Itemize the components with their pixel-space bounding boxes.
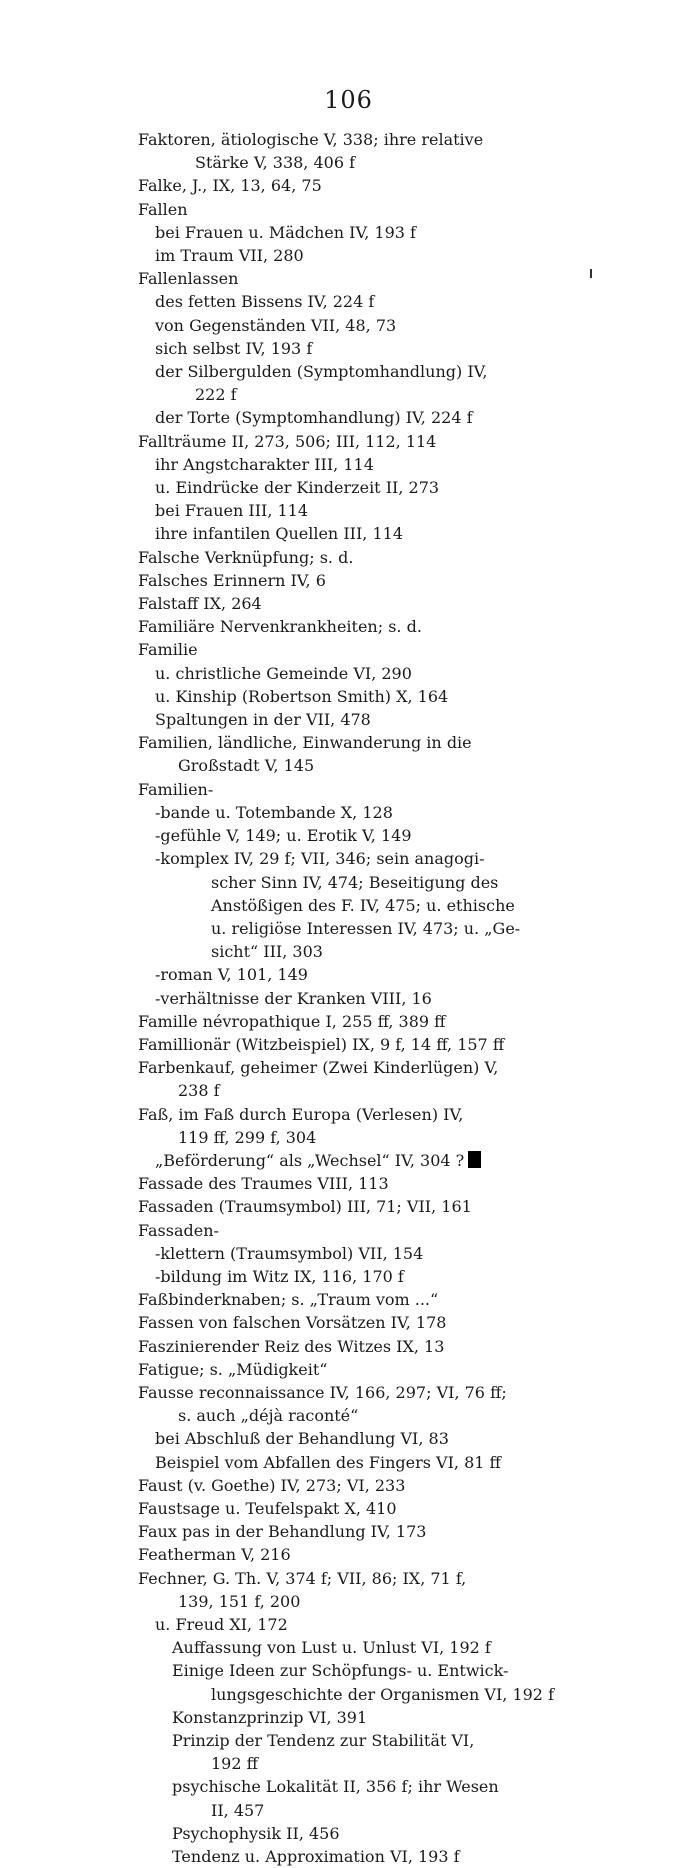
index-entry-line <box>0 1219 697 1242</box>
index-entry-text: 238 f <box>178 1081 220 1101</box>
index-entry-line <box>0 1079 697 1102</box>
index-entry-text: 139, 151 f, 200 <box>178 1591 301 1611</box>
index-entry-text: Anstößigen des F. IV, 475; u. ethische <box>211 895 515 915</box>
index-entry-text: u. Eindrücke der Kinderzeit II, 273 <box>155 478 440 498</box>
index-entry-text: der Silbergulden (Symptomhandlung) IV, <box>155 362 488 382</box>
index-entry-text: II, 457 <box>211 1800 265 1820</box>
index-entry-line <box>0 1427 697 1450</box>
index-entry-line <box>0 708 697 731</box>
index-entry-line <box>0 638 697 661</box>
index-entry-line <box>0 1683 697 1706</box>
index-entry-text: sicht“ III, 303 <box>211 942 323 962</box>
index-entry-text: u. Kinship (Robertson Smith) X, 164 <box>155 686 449 706</box>
index-entry-text: Fassen von falschen Vorsätzen IV, 178 <box>138 1313 447 1333</box>
index-entry-text: s. auch „déjà raconté“ <box>178 1406 359 1426</box>
index-entry-text: Fechner, G. Th. V, 374 f; VII, 86; IX, 71 f, <box>138 1568 467 1588</box>
index-entry-line <box>0 824 697 847</box>
index-entry-line <box>0 778 697 801</box>
index-entry-line <box>0 151 697 174</box>
index-entry-list <box>0 128 697 1868</box>
index-entry-text: Faustsage u. Teufelspakt X, 410 <box>138 1498 397 1518</box>
index-entry-text: Familie <box>138 640 198 660</box>
index-entry-text: 192 ff <box>211 1754 258 1774</box>
index-entry-text: Famillionär (Witzbeispiel) IX, 9 f, 14 ff, 157 ff <box>138 1034 505 1054</box>
index-entry-text: u. christliche Gemeinde VI, 290 <box>155 663 412 683</box>
index-entry-text: Faßbinderknaben; s. „Traum vom ...“ <box>138 1290 439 1310</box>
index-entry-line <box>0 499 697 522</box>
index-entry-text: bei Abschluß der Behandlung VI, 83 <box>155 1429 449 1449</box>
index-entry-text: Fassaden (Traumsymbol) III, 71; VII, 161 <box>138 1197 472 1217</box>
index-entry-text: -verhältnisse der Kranken VIII, 16 <box>155 988 432 1008</box>
index-entry-text: ihr Angstcharakter III, 114 <box>155 454 374 474</box>
index-entry-text: Beispiel vom Abfallen des Fingers VI, 81 ff <box>155 1452 501 1472</box>
black-square-marker <box>468 1151 481 1168</box>
index-entry-line <box>0 917 697 940</box>
index-entry-line <box>0 406 697 429</box>
index-entry-line <box>0 522 697 545</box>
index-entry-text: Faktoren, ätiologische V, 338; ihre relative <box>138 130 484 149</box>
index-entry-line <box>0 244 697 267</box>
index-entry-line <box>0 360 697 383</box>
index-entry-text: Faszinierender Reiz des Witzes IX, 13 <box>138 1336 445 1356</box>
index-entry-text: der Torte (Symptomhandlung) IV, 224 f <box>155 408 473 428</box>
index-entry-line <box>0 963 697 986</box>
index-entry-line <box>0 546 697 569</box>
index-entry-line <box>0 592 697 615</box>
index-entry-line <box>0 847 697 870</box>
index-entry-text: des fetten Bissens IV, 224 f <box>155 292 375 312</box>
index-entry-line <box>0 1242 697 1265</box>
index-entry-line <box>0 754 697 777</box>
index-entry-line <box>0 615 697 638</box>
index-entry-line <box>0 198 697 221</box>
index-entry-line <box>0 662 697 685</box>
index-entry-text: Faust (v. Goethe) IV, 273; VI, 233 <box>138 1475 406 1495</box>
index-entry-text: -bande u. Totembande X, 128 <box>155 802 393 822</box>
index-entry-text: -klettern (Traumsymbol) VII, 154 <box>155 1243 424 1263</box>
index-entry-text: -bildung im Witz IX, 116, 170 f <box>155 1266 404 1286</box>
index-entry-text: Farbenkauf, geheimer (Zwei Kinderlügen) V, <box>138 1058 499 1078</box>
index-entry-line <box>0 1636 697 1659</box>
index-entry-line <box>0 987 697 1010</box>
index-entry-text: lungsgeschichte der Organismen VI, 192 f <box>211 1684 554 1704</box>
index-entry-line <box>0 1613 697 1636</box>
index-entry-line <box>0 801 697 824</box>
index-entry-text: psychische Lokalität II, 356 f; ihr Wesen <box>172 1777 499 1797</box>
index-entry-line <box>0 1775 697 1798</box>
index-entry-text: -komplex IV, 29 f; VII, 346; sein anagogi- <box>155 849 485 869</box>
index-entry-line <box>0 1497 697 1520</box>
index-entry-text: Einige Ideen zur Schöpfungs- u. Entwick- <box>172 1661 509 1681</box>
index-entry-line <box>0 1126 697 1149</box>
index-entry-text: bei Frauen u. Mädchen IV, 193 f <box>155 222 416 242</box>
page-number: 106 <box>324 86 373 114</box>
index-entry-line <box>0 940 697 963</box>
index-entry-text: Faux pas in der Behandlung IV, 173 <box>138 1522 427 1542</box>
index-entry-line <box>0 1752 697 1775</box>
index-entry-line <box>0 383 697 406</box>
index-entry-text: von Gegenständen VII, 48, 73 <box>155 315 397 335</box>
index-entry-text: Tendenz u. Approximation VI, 193 f <box>172 1847 460 1867</box>
index-entry-text: Famille névropathique I, 255 ff, 389 ff <box>138 1011 446 1031</box>
index-entry-line <box>0 1799 697 1822</box>
index-entry-line <box>0 1265 697 1288</box>
index-entry-line <box>0 1404 697 1427</box>
index-entry-text: Falsches Erinnern IV, 6 <box>138 570 326 590</box>
index-entry-line <box>0 1822 697 1845</box>
index-entry-line <box>0 1335 697 1358</box>
index-entry-text: Fatigue; s. „Müdigkeit“ <box>138 1359 328 1379</box>
index-entry-text: -roman V, 101, 149 <box>155 965 308 985</box>
index-entry-text: Fallträume II, 273, 506; III, 112, 114 <box>138 431 437 451</box>
index-entry-line <box>0 1520 697 1543</box>
index-entry-line <box>0 1195 697 1218</box>
index-entry-text: Fallen <box>138 199 188 219</box>
index-entry-text: Falke, J., IX, 13, 64, 75 <box>138 176 322 196</box>
index-entry-text: ihre infantilen Quellen III, 114 <box>155 524 403 544</box>
index-entry-text: Familiäre Nervenkrankheiten; s. d. <box>138 617 422 637</box>
index-entry-text: -gefühle V, 149; u. Erotik V, 149 <box>155 826 412 846</box>
index-entry-line <box>0 1567 697 1590</box>
index-entry-text: Stärke V, 338, 406 f <box>195 153 356 173</box>
index-entry-text: „Beförderung“ als „Wechsel“ IV, 304 ? <box>155 1150 465 1170</box>
index-entry-text: u. Freud XI, 172 <box>155 1615 288 1634</box>
index-entry-line <box>0 685 697 708</box>
index-entry-text: 222 f <box>195 385 237 405</box>
index-entry-line <box>0 267 697 290</box>
index-entry-text: Großstadt V, 145 <box>178 756 315 776</box>
index-entry-line <box>0 1033 697 1056</box>
index-entry-text: Psychophysik II, 456 <box>172 1823 340 1843</box>
index-entry-text: Prinzip der Tendenz zur Stabilität VI, <box>172 1731 475 1751</box>
index-entry-text: Featherman V, 216 <box>138 1545 291 1565</box>
index-entry-line <box>0 221 697 244</box>
index-entry-line <box>0 1288 697 1311</box>
index-entry-text: Falsche Verknüpfung; s. d. <box>138 547 354 567</box>
index-entry-text: Fassaden- <box>138 1220 219 1240</box>
index-entry-line <box>0 1845 697 1868</box>
index-entry-line <box>0 871 697 894</box>
index-entry-text: Familien, ländliche, Einwanderung in die <box>138 733 472 753</box>
index-entry-text: Fausse reconnaissance IV, 166, 297; VI, 76 ff; <box>138 1382 507 1402</box>
index-entry-line <box>0 1381 697 1404</box>
index-entry-text: Falstaff IX, 264 <box>138 594 262 614</box>
index-entry-line <box>0 1149 697 1172</box>
index-entry-text: Spaltungen in der VII, 478 <box>155 710 371 730</box>
index-entry-line <box>0 1311 697 1334</box>
index-entry-text: scher Sinn IV, 474; Beseitigung des <box>211 872 499 892</box>
index-entry-text: Fallenlassen <box>138 269 239 289</box>
index-entry-text: Konstanzprinzip VI, 391 <box>172 1707 368 1727</box>
index-entry-line <box>0 1056 697 1079</box>
index-entry-text: Familien- <box>138 779 214 799</box>
index-entry-line <box>0 174 697 197</box>
index-entry-text: im Traum VII, 280 <box>155 246 304 266</box>
index-entry-line <box>0 1729 697 1752</box>
index-entry-line <box>0 1451 697 1474</box>
index-entry-line <box>0 290 697 313</box>
index-entry-line <box>0 314 697 337</box>
index-entry-line <box>0 894 697 917</box>
index-entry-line <box>0 1543 697 1566</box>
index-entry-text: sich selbst IV, 193 f <box>155 338 313 358</box>
index-entry-line <box>0 1358 697 1381</box>
index-entry-line <box>0 1590 697 1613</box>
index-entry-line <box>0 128 697 151</box>
index-entry-line <box>0 731 697 754</box>
index-entry-line <box>0 337 697 360</box>
index-entry-line <box>0 569 697 592</box>
index-entry-line <box>0 476 697 499</box>
index-entry-text: 119 ff, 299 f, 304 <box>178 1127 317 1147</box>
index-entry-line <box>0 1706 697 1729</box>
index-entry-line <box>0 1172 697 1195</box>
index-entry-line <box>0 453 697 476</box>
index-entry-line <box>0 430 697 453</box>
index-entry-text: Auffassung von Lust u. Unlust VI, 192 f <box>172 1638 491 1658</box>
index-entry-line <box>0 1474 697 1497</box>
index-entry-line <box>0 1010 697 1033</box>
index-entry-text: Fassade des Traumes VIII, 113 <box>138 1174 389 1194</box>
index-entry-text: bei Frauen III, 114 <box>155 501 309 521</box>
index-entry-text: u. religiöse Interessen IV, 473; u. „Ge- <box>211 918 521 938</box>
index-entry-line <box>0 1659 697 1682</box>
index-entry-text: Faß, im Faß durch Europa (Verlesen) IV, <box>138 1104 464 1124</box>
index-entry-line <box>0 1103 697 1126</box>
